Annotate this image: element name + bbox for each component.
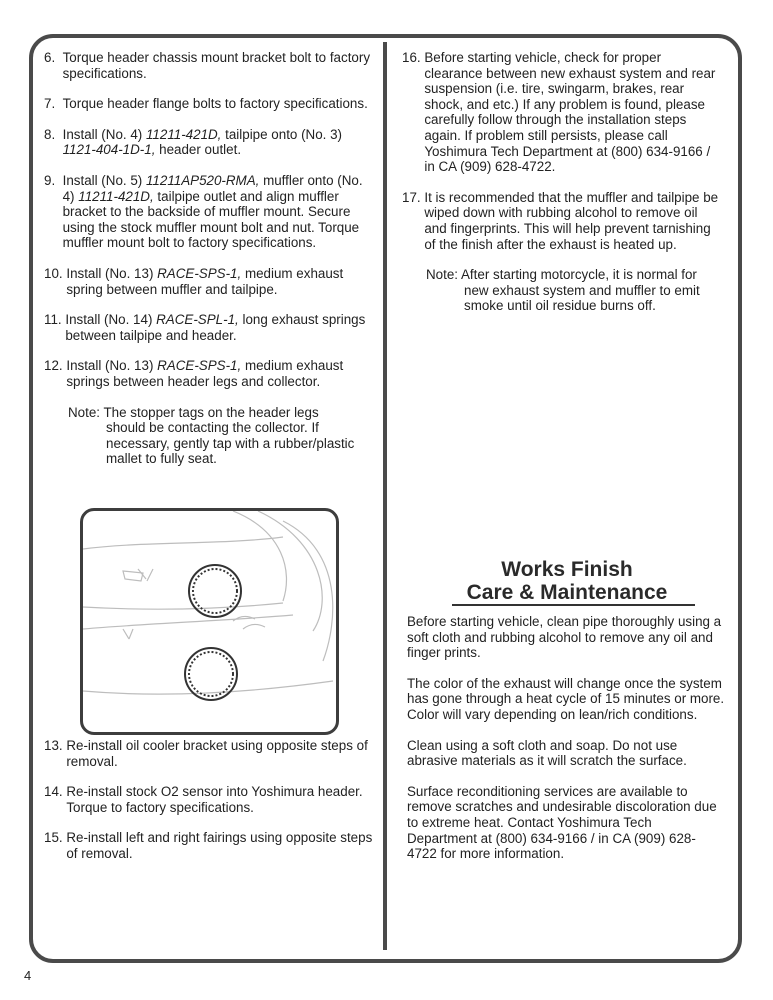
right-column <box>402 50 722 314</box>
part-number: 11211-421D, <box>78 188 154 204</box>
note-stopper-tags: Note: The stopper tags on the header legs should be contacting the collector. If necessary, gently tap with a rubber/plastic mallet to fully seat. <box>68 404 355 467</box>
step-10: 10. Install (No. 13) RACE-SPS-1, medium exhaust spring between muffler and tailpipe. <box>44 265 344 297</box>
care-paragraph: The color of the exhaust will change once the system has gone through a heat cycle of 15 minutes or more. Color will vary depending on lean/rich conditions. <box>407 675 725 722</box>
step-16: 16. Before starting vehicle, check for proper clearance between new exhaust system and rear suspension (i.e. tire, swingarm, brakes, rear shock, and etc.) If any problem is found, please carefully follow through the installation steps again. If problem still persists, please call Yoshimura Tech Department at (800) 634-9166 / in CA (909) 628-4722. <box>402 50 716 175</box>
part-number: 1121-404-1D-1, <box>62 142 156 158</box>
step-9: 9. Install (No. 5) 11211AP520-RMA, muffler onto (No. 4) 11211-421D, tailpipe outlet and align muffler bracket to the backside of muffler mount. Secure using the stock muffler mount bolt and nut. Torque muffler mount bolt to factory specifications. <box>44 172 363 251</box>
exhaust-collector-illustration <box>83 511 336 732</box>
stopper-tag-photo <box>80 508 339 735</box>
care-title: Works Finish Care & Maintenance <box>466 558 668 604</box>
part-number: 11211-421D, <box>145 126 222 142</box>
part-number: 11211AP520-RMA, <box>145 172 260 188</box>
step-11: 11. Install (No. 14) RACE-SPL-1, long exhaust springs between tailpipe and header. <box>44 312 366 343</box>
left-column <box>44 50 374 467</box>
step-15: 15. Re-install left and right fairings using opposite steps of removal. <box>44 830 373 861</box>
care-paragraph: Clean using a soft cloth and soap. Do not use abrasive materials as it will scratch the surface. <box>407 737 687 769</box>
part-number: RACE-SPL-1, <box>156 312 239 328</box>
step-8: 8. Install (No. 4) 11211-421D, tailpipe onto (No. 3) 1121-404-1D-1, header outlet. <box>44 126 343 158</box>
step-6: 6. Torque header chassis mount bracket bolt to factory specifications. <box>44 50 371 81</box>
care-section <box>407 614 725 877</box>
step-17: 17. It is recommended that the muffler and tailpipe be wiped down with rubbing alcohol to remove oil and fingerprints. This will help prevent tarnishing of the finish after the exhaust is heated up. <box>402 189 719 252</box>
step-7: 7. Torque header flange bolts to factory specifications. <box>44 96 368 112</box>
title-underline <box>452 604 695 606</box>
step-13: 13. Re-install oil cooler bracket using opposite steps of removal. <box>44 738 368 769</box>
step-12: 12. Install (No. 13) RACE-SPS-1, medium exhaust springs between header legs and collector. <box>44 358 344 389</box>
part-number: RACE-SPS-1, <box>157 265 242 281</box>
care-paragraph: Before starting vehicle, clean pipe thoroughly using a soft cloth and rubbing alcohol to remove any oil and finger prints. <box>407 614 722 661</box>
step-14: 14. Re-install stock O2 sensor into Yoshimura header. Torque to factory specifications. <box>44 784 363 815</box>
note-smoke: Note: After starting motorcycle, it is normal for new exhaust system and muffler to emit smoke until oil residue burns off. <box>426 267 700 314</box>
care-paragraph: Surface reconditioning services are available to remove scratches and undesirable discoloration due to extreme heat. Contact Yoshimura Tech Department at (800) 634-9166 / in CA (909) 628-4722 for more information. <box>407 783 717 862</box>
page-number: 4 <box>24 968 32 983</box>
column-divider <box>383 42 387 950</box>
part-number: RACE-SPS-1, <box>157 358 242 374</box>
left-column-lower <box>44 738 374 877</box>
